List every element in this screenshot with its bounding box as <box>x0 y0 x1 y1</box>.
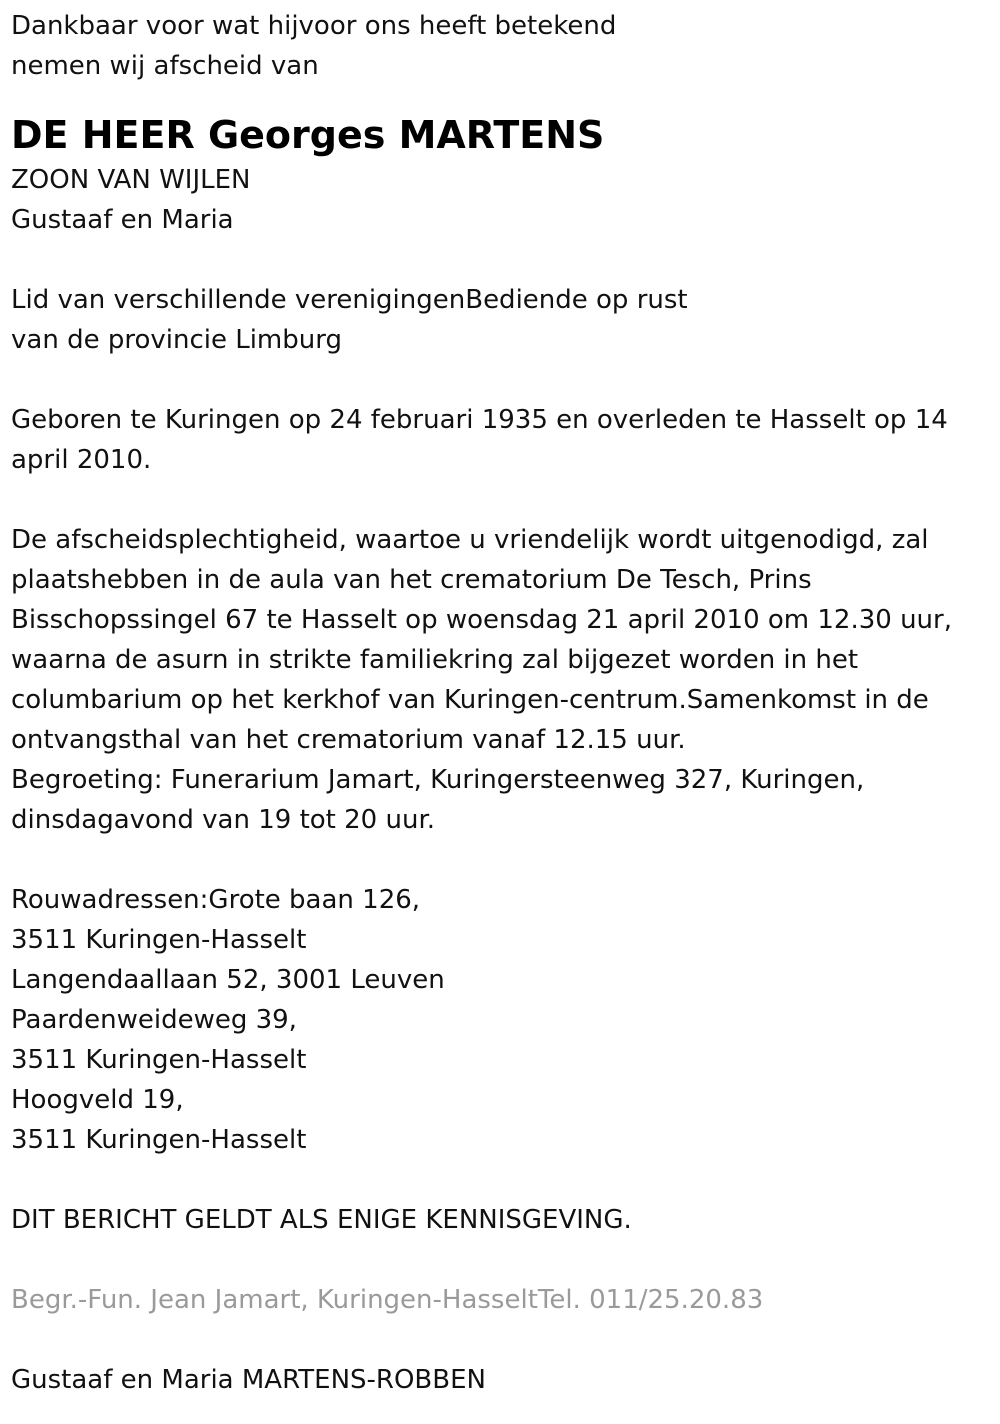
spacer <box>11 360 986 400</box>
parents-label: ZOON VAN WIJLEN <box>11 165 251 195</box>
address-line: Paardenweideweg 39, <box>11 1005 297 1035</box>
spacer <box>11 1160 986 1200</box>
deceased-name: DE HEER Georges MARTENS <box>11 113 605 157</box>
birth-death-dates: Geboren te Kuringen op 24 februari 1935 en overleden te Hasselt op 14 april 2010. <box>11 405 948 475</box>
greeting-details: Begroeting: Funerarium Jamart, Kuringersteenweg 327, Kuringen, dinsdagavond van 19 tot 20 uur. <box>11 765 865 835</box>
notice-statement: DIT BERICHT GELDT ALS ENIGE KENNISGEVING. <box>11 1205 632 1235</box>
family-signature: Gustaaf en Maria MARTENS-ROBBEN <box>11 1365 486 1395</box>
address-line: 3511 Kuringen-Hasselt <box>11 1125 307 1155</box>
address-line: Hoogveld 19, <box>11 1085 184 1115</box>
address-line: Langendaallaan 52, 3001 Leuven <box>11 965 445 995</box>
ceremony-details: De afscheidsplechtigheid, waartoe u vriendelijk wordt uitgenodigd, zal plaatshebben in de aula van het crematorium De Tesch, Prins Bisschopssingel 67 te Hasselt op woensdag 21 april 2010 om 12.30 uur, waarna de asurn in strikte familiekring zal bijgezet worden in het columbarium op het kerkhof van Kuringen-centrum.Samenkomst in de ontvangsthal van het crematorium vanaf 12.15 uur. <box>11 525 952 755</box>
intro-line-2: nemen wij afscheid van <box>11 51 319 81</box>
spacer <box>11 1240 986 1280</box>
spacer <box>11 1320 986 1360</box>
spacer <box>11 840 986 880</box>
address-line: Rouwadressen:Grote baan 126, <box>11 885 421 915</box>
address-line: 3511 Kuringen-Hasselt <box>11 925 307 955</box>
address-line: 3511 Kuringen-Hasselt <box>11 1045 307 1075</box>
death-notice <box>11 6 986 1400</box>
parents-names: Gustaaf en Maria <box>11 205 234 235</box>
spacer <box>11 240 986 280</box>
funeral-home-contact: Begr.-Fun. Jean Jamart, Kuringen-HasseltTel. 011/25.20.83 <box>11 1285 764 1315</box>
bio-line-1: Lid van verschillende verenigingenBediende op rust <box>11 285 688 315</box>
spacer <box>11 480 986 520</box>
intro-line-1: Dankbaar voor wat hijvoor ons heeft betekend <box>11 11 617 41</box>
bio-line-2: van de provincie Limburg <box>11 325 342 355</box>
mourning-addresses <box>11 880 986 1160</box>
